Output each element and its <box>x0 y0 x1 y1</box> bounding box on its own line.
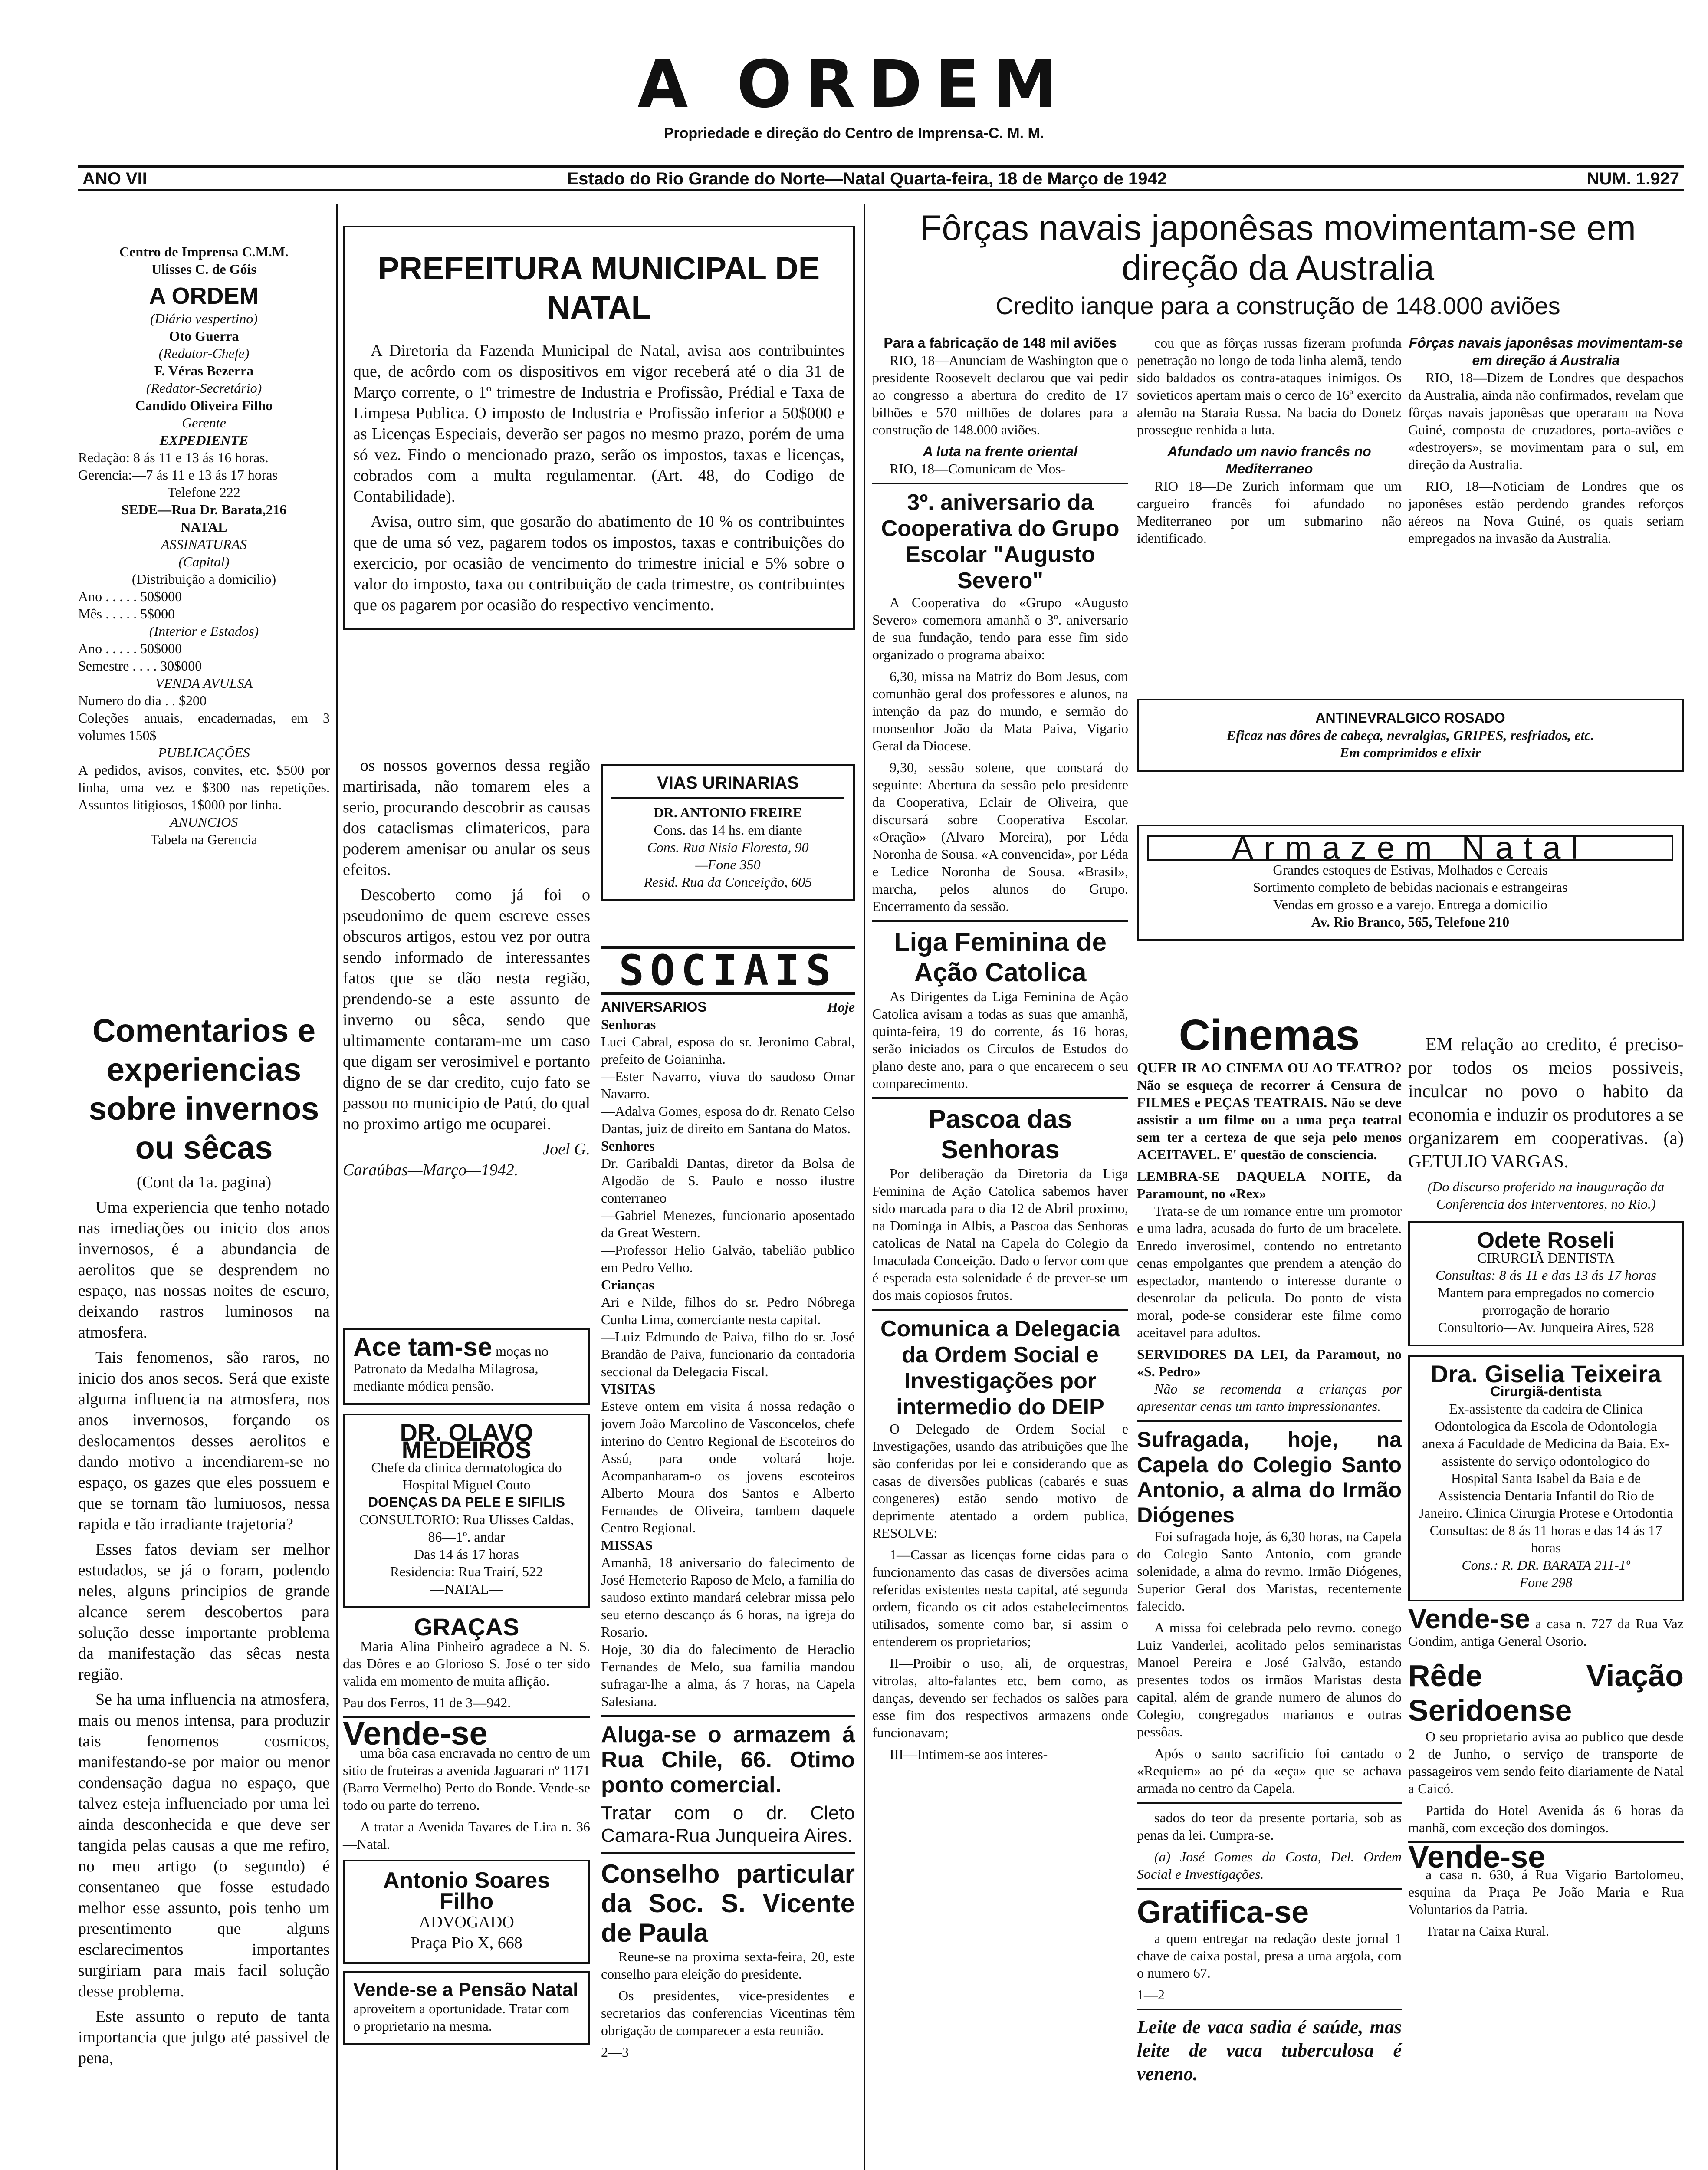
dateline <box>78 165 1684 191</box>
signature: 2—3 <box>601 2044 629 2060</box>
prefeitura-notice <box>343 226 855 630</box>
film-title: SERVIDORES DA LEI, da Paramout, no «S. Pedro» <box>1137 1346 1402 1379</box>
paragraph: Partida do Hotel Avenida ás 6 horas da manhã, com exceção dos domingos. <box>1408 1802 1684 1835</box>
forcas-subhead: Para a fabricação de 148 mil aviões <box>884 335 1117 351</box>
paragraph: As Dirigentes da Liga Feminina de Ação Catolica avisam a todas as suas que amanhã, quinta-feira, 19 do corrente, ás 16 horas, serão iniciados os Circulos de Estudos do plano deste ano, para o que encarecem o seu comparecimento. <box>872 989 1128 1091</box>
cinemas-intro: QUER IR AO CINEMA OU AO TEATRO? Não se esqueça de recorrer á Censura de FILMES e PEÇAS TEATRAIS. Não se deve assistir a um filme ou a uma peça teatral sem ter a certeza de que seja pelo menos ACEITAVEL. E' questão de consciencia. <box>1137 1060 1402 1162</box>
assinaturas: ASSINATURAS <box>161 536 247 552</box>
expediente: EXPEDIENTE <box>159 432 249 448</box>
gerencia-hours: Gerencia:—7 ás 11 e 13 ás 17 horas <box>78 467 278 483</box>
signature: 1—2 <box>1137 1987 1165 2002</box>
subsection: MISSAS <box>601 1537 653 1553</box>
paragraph: O Delegado de Ordem Social e Investigações, usando das atribuições que lhe são conferidas por lei e considerando que as casas de diversões publicas (cabarés e suas congeneres) estão sendo motivo de deprimente atentado a ordem publica, RESOLVE: <box>872 1421 1128 1541</box>
paragraph: Não se recomenda a crianças por apresentar cenas um tanto impressionantes. <box>1137 1381 1402 1414</box>
forcas-subtitle: Credito ianque para a construção de 148.000 aviões <box>995 292 1560 319</box>
staff-name: Oto Guerra <box>169 328 239 344</box>
gratifica-title: Gratifica-se <box>1137 1895 1309 1930</box>
vende-title: Vende-se <box>1408 1840 1546 1874</box>
sociais-item: Esteve ontem em visita á nossa redação o jovem João Marcolino de Vasconcelos, chefe interino do Centro Regional de Escoteiros do Assú, para onde voltará hoje. Acompanharam-o os jovens escoteiros Alberto Moura dos Santos e Alberto Fernandes de Oliveira, tambem daquele Centro Regional. <box>601 1398 855 1535</box>
paragraph: RIO, 18—Dizem de Londres que despachos da Australia, ainda não confirmados, revelam que fôrças navais japonêsas que operaram na Nova Guiné, composta de cruzadores, porta-aviões e «destroyers», se movimentam para o sul, em direção da Australia. <box>1408 370 1684 472</box>
pensao-text: aproveitem a oportunidade. Tratar com o proprietario na mesma. <box>353 2001 570 2034</box>
comentarios-cont: (Cont da 1a. pagina) <box>136 1173 272 1191</box>
paragraph: RIO, 18—Noticiam de Londres que os japonêses estão perdendo grandes reforços aéreos na Nova Guiné, os quais seriam empregados na invasão da Australia. <box>1408 478 1684 546</box>
subsection: Senhoras <box>601 1016 656 1032</box>
price-row: Numero do dia . . $200 <box>78 693 207 708</box>
issue-number: NUM. 1.927 <box>1586 169 1679 188</box>
paragraph: sados do teor da presente portaria, sob as penas da lei. Cumpra-se. <box>1137 1810 1402 1843</box>
paragraph: II—Proibir o uso, ali, de orquestras, vitrolas, alto-falantes etc, bem como, as danças, devendo ser fechados os salões para esse fim dos respectivos armazens onde funcionavam; <box>872 1655 1128 1740</box>
column-rule <box>336 204 338 2170</box>
paragraph: RIO 18—De Zurich informam que um cargueiro francês foi afundado no Mediterraneo por um submarino não identificado. <box>1137 478 1402 546</box>
paragraph: 1—Cassar as licenças forne cidas para o funcionamento das casas de diversões acima referidas existentes nesta capital, até segunda ordem, ficando os cit ados estabelecimentos utilisados, somente como bar, si assim o entenderem os proprietarios; <box>872 1547 1128 1649</box>
ad-line: Cons.: R. DR. BARATA 211-1º <box>1462 1557 1630 1573</box>
year: ANO VII <box>82 169 147 188</box>
place-date: Caraúbas—Março—1942. <box>343 1161 519 1179</box>
paragraph: Se ha uma influencia na atmosfera, mais ou menos intensa, para produzir tais fenomenos cosmicos, manifestando-se por maior ou menor condensação dagua no espaço, que talvez esteja influenciado por uma lei ainda desconhecida e que deve ser tangida pelas causas a que me refiro, no meu artigo (o segundo) é consentaneo que fosse estudado melhor esse assunto, pois tenho um presentimento que alguns esclarecimentos importantes surgiriam para mais facil solução desse problema. <box>78 1690 330 2000</box>
ad-line: Eficaz nas dôres de cabeça, nevralgias, GRIPES, resfriados, etc. <box>1226 727 1594 743</box>
gracas-title: GRAÇAS <box>414 1613 519 1641</box>
subsection: Senhores <box>601 1138 655 1154</box>
redacao-hours: Redação: 8 ás 11 e 13 ás 16 horas. <box>78 450 269 465</box>
paragraph: O seu proprietario avisa ao publico que desde 2 de Junho, o serviço de transporte de passageiros vem sendo feito diariamente de Natal a Caicó. <box>1408 1729 1684 1796</box>
film-title: LEMBRA-SE DAQUELA NOITE, da Paramount, no «Rex» <box>1137 1168 1402 1201</box>
paragraph: A tratar a Avenida Tavares de Lira n. 36—Natal. <box>343 1819 590 1852</box>
publicacoes: PUBLICAÇÕES <box>158 745 250 760</box>
aluga-title: Aluga-se o armazem á Rua Chile, 66. Otimo ponto comercial. <box>601 1722 855 1798</box>
signature: Joel G. <box>542 1140 590 1158</box>
paragraph: Foi sufragada hoje, ás 6,30 horas, na Capela do Colegio Santo Antonio, com grande solenidade, a alma do revmo. Irmão Diógenes, Superior Geral dos Maristas, recentemente falecido. <box>1137 1529 1402 1614</box>
giselia-ad <box>1408 1355 1684 1601</box>
staff-role: (Redator-Chefe) <box>158 345 250 361</box>
prefeitura-title: PREFEITURA MUNICIPAL DE NATAL <box>378 250 820 326</box>
sociais-item: —Ester Navarro, viuva do saudoso Omar Navarro. <box>601 1069 855 1101</box>
paragraph: Tais fenomenos, são raros, no inicio dos anos secos. Será que existe alguma influencia na atmosfera, nos anos invernosos, forçando os deslocamentos desses aerolitos e dando motivo a incendiarem-se no espaço, os gazes que eles possuem e que se tornam tão lumiuosos, nessa rapida e tão irradiante trajetoria? <box>78 1348 330 1533</box>
paragraph: Esses fatos deviam ser melhor estudados, se já o foram, podendo neles, alguns principios de grande alcance serem descobertos para solução desse importante problema da manifestação das sêcas nesta região. <box>78 1540 330 1683</box>
ad-line: Consultorio—Av. Junqueira Aires, 528 <box>1438 1319 1654 1335</box>
anuncios: ANUNCIOS <box>170 814 238 830</box>
paragraph: RIO, 18—Comunicam de Mos- <box>890 461 1066 477</box>
forcas-headline-block <box>872 208 1684 321</box>
staff-role: (Redator-Secretário) <box>146 380 262 396</box>
ad-line: Consultas: 8 ás 11 e das 13 ás 17 horas <box>1435 1267 1656 1283</box>
vende-text: a casa n. 727 da Rua Vaz Gondim, antiga General Osorio. <box>1408 1616 1684 1649</box>
delegacia-title: Comunica a Delegacia da Ordem Social e Investigações por intermedio do DEIP <box>880 1316 1120 1420</box>
antonio-ad <box>343 1860 590 1964</box>
ad-line: DOENÇAS DA PELE E SIFILIS <box>368 1494 565 1510</box>
ad-line: Fone 298 <box>1519 1575 1573 1590</box>
sociais-item: —Professor Helio Galvão, tabelião publico em Pedro Velho. <box>601 1242 855 1275</box>
doctor-name: DR. OLAVO MEDEIROS <box>400 1419 533 1463</box>
city: NATAL <box>181 519 227 535</box>
paragraph: Avisa, outro sim, que gosarão do abatimento de 10 % os contribuintes que de uma só vez, pagarem todos os impostos, taxas e contribuições do exercicio, por ocasião de vencimento do trimestre inicial e 5% sobre o valor do imposto, taxa ou contribuição de cada trimestre, os contribuintes que os pagarem por ocasião do respectivo vencimento. <box>353 513 844 614</box>
ad-line: Resid. Rua da Conceição, 605 <box>644 874 812 890</box>
vias-urinarias-ad <box>601 764 855 901</box>
tabela: Tabela na Gerencia <box>150 832 258 847</box>
ad-line: CONSULTORIO: Rua Ulisses Caldas, 86—1º. andar <box>359 1512 574 1545</box>
sociais-item: Amanhã, 18 aniversario do falecimento de José Hemeterio Raposo de Melo, a familia do saudoso extinto mandará celebrar missa pelo seu eterno descanço ás 6 horas, na igreja do Rosario. <box>601 1555 855 1640</box>
paragraph: Uma experiencia que tenho notado nas imediações ou inicio dos anos invernosos, é a abundancia de aerolitos que se desprendem no espaço, nas nossas noites de escuro, deixando rastros luminosos na atmosfera. <box>78 1198 330 1341</box>
paragraph: III—Intimem-se aos interes- <box>890 1746 1048 1762</box>
paragraph: Trata-se de um romance entre um promotor e uma ladra, acusada do furto de um bracelete. Enredo inverosimel, contendo no entretanto cenas empolgantes que prendem a atenção do espectador, mantendo o interesse durante o desenrolar da pelicula. Do ponto de vista moral, pode-se considerar este filme como aceitavel para adultos. <box>1137 1203 1402 1340</box>
sociais-hoje: Hoje <box>827 999 855 1015</box>
forcas-subhead: A luta na frente oriental <box>923 444 1078 459</box>
masthead <box>0 47 1708 142</box>
ad-line: Ex-assistente da cadeira de Clinica Odontologica da Escola de Odontologia anexa á Faculdade de Medicina da Baia. Ex-assistente do serviço odontologico do Hospital Santa Isabel da Baia e de Assistencia Dentaria Infantil do Rio de Janeiro. Clinica Cirurgia Protese e Ortodontia <box>1419 1401 1673 1521</box>
forcas-subhead: Afundado um navio francês no Mediterraneo <box>1167 444 1371 477</box>
paragraph: a quem entregar na redação deste jornal 1 chave de caixa postal, presa a uma argola, com o numero 67. <box>1137 1930 1402 1981</box>
forcas-col-c <box>1408 334 1684 551</box>
paragraph: a casa n. 630, á Rua Vigario Bartolomeu, esquina da Praça Pe João Maria e Rua Voluntarios da Patria. <box>1408 1867 1684 1917</box>
sidebar-director: Ulisses C. de Góis <box>151 261 256 277</box>
paragraph: A Diretoria da Fazenda Municipal de Natal, avisa aos contribuintes que, de acôrdo com os dispositivos em vigor receberá até o dia 31 de Março corrente, o 1º trimestre de Industria e Profissão, Prédial e Taxa de Limpesa Publica. O imposto de Industria e Profissão inferior a 50$000 e as Licenças Especiais, deverão ser pagos no mesmo prazo, porém de uma só vez. Findo o mencionado prazo, serão os impostos, taxas e licenças, cobrados com a multa regulamentar. (Art. 48, do Codigo de Contabilidade). <box>353 342 844 506</box>
ad-line: Cirurgiã-dentista <box>1490 1384 1602 1399</box>
paragraph: Descoberto como já foi o pseudonimo de quem escreve esses obscuros artigos, estou vez por outra sendo informado de interessantes fatos que se dão nesta região, prendendo-se a este assunto de inverno ou sêca, sendo que ultimamente contaram-me um caso que digam ser verosimivel e portanto digno de se dar credito, cujo fato se passou no municipio de Patú, do qual no proximo artigo me ocuparei. <box>343 886 590 1133</box>
vende-title: Vende-se <box>343 1715 488 1752</box>
sociais-item: —Adalva Gomes, esposa do dr. Renato Celso Dantas, juiz de direito em Santana do Matos. <box>601 1103 855 1136</box>
paragraph: 6,30, missa na Matriz do Bom Jesus, com comunhão geral dos professores e alunos, na intenção da paz do mundo, e sermão do monsenhor João da Mata Paiva, Vigario Geral da Diocese. <box>872 668 1128 753</box>
staff-name: Candido Oliveira Filho <box>135 398 273 413</box>
ad-line: ADVOGADO <box>419 1913 514 1931</box>
paragraph: RIO, 18—Anunciam de Washington que o presidente Roosevelt declarou que vai pedir ao congresso a abertura do credito de 17 bilhões e 570 milhões de dolares para a construção de 148.000 aviões. <box>872 352 1128 437</box>
em-note: (Do discurso proferido na inauguração da Conferencia dos Interventores, no Rio.) <box>1427 1179 1665 1212</box>
dentist-name: Odete Roseli <box>1477 1228 1615 1253</box>
conselho-title: Conselho particular da Soc. S. Vicente de Paula <box>601 1859 855 1947</box>
ad-title: Armazem Natal <box>1147 835 1673 861</box>
paragraph: A Cooperativa do «Grupo «Augusto Severo» comemora amanhã o 3º. aniversario de sua fundação, tendo para esse fim sido organizado o programa abaixo: <box>872 595 1128 662</box>
olavo-ad <box>343 1414 590 1608</box>
sede: SEDE—Rua Dr. Barata,216 <box>121 502 287 517</box>
sociais-item: —Luiz Edmundo de Paiva, filho do sr. José Brandão de Paiva, funcionario da contadoria seccional da Delegacia Fiscal. <box>601 1329 855 1379</box>
newspaper-subtitle: Propriedade e direção do Centro de Imprensa-C. M. M. <box>663 125 1045 141</box>
venda-avulsa: VENDA AVULSA <box>155 675 253 691</box>
sociais-item: Dr. Garibaldi Dantas, diretor da Bolsa de Algodão de S. Paulo e nosso ilustre conterraneo <box>601 1155 855 1206</box>
doctor-name: DR. ANTONIO FREIRE <box>654 805 802 820</box>
ad-line: Chefe da clinica dermatologica do Hospital Miguel Couto <box>371 1460 562 1493</box>
forcas-col-b <box>1137 334 1402 551</box>
ad-line: Vendas em grosso e a varejo. Entrega a domicilio <box>1273 897 1547 912</box>
paragraph: Tratar na Caixa Rural. <box>1426 1923 1549 1939</box>
cinemas-title: Cinemas <box>1179 1011 1360 1059</box>
paragraph: 9,30, sessão solene, que constará do seguinte: Abertura da sessão pelo presidente da Cooperativa, Eclair de Oliveira, que discursará sobre Cooperativa Escolar. «Oração» (Alvaro Moreira), por Léda Noronha de Sousa. «A convencida», por Léda e Ledice Noronha de Sousa. «Brasil», marcha, pelos alunos do Grupo. Encerramento da sessão. <box>872 760 1128 914</box>
col2-ads <box>343 1328 590 2045</box>
sidebar-paper-note: (Diário vespertino) <box>150 311 258 326</box>
ad-line: Av. Rio Branco, 565, Telefone 210 <box>1311 914 1510 930</box>
sociais-subtitle: ANIVERSARIOS <box>601 999 707 1015</box>
forcas-col-a <box>872 334 1128 1767</box>
publicacoes-text: A pedidos, avisos, convites, etc. $500 por linha, uma vez e $300 nas repetições. Assuntos litigiosos, 1$000 por linha. <box>78 762 330 812</box>
ad-line: Das 14 ás 17 horas <box>414 1546 519 1562</box>
acetam-ad <box>343 1328 590 1405</box>
comentarios-title: Comentarios e experiencias sobre invernos ou sêcas <box>89 1013 319 1166</box>
signature: (a) José Gomes da Costa, Del. Ordem Social e Investigações. <box>1137 1849 1402 1882</box>
aniv3-title: 3º. aniversario da Cooperativa do Grupo Escolar "Augusto Severo" <box>881 490 1120 593</box>
ad-line: —Fone 350 <box>695 857 761 872</box>
paragraph: Após o santo sacrificio foi cantado o «Requiem» ao pé da «eça» que se achava armada no centro da Capela. <box>1137 1746 1402 1796</box>
armazem-ad <box>1137 825 1684 941</box>
column-rule <box>864 204 865 2170</box>
sidebar <box>78 243 330 848</box>
subsection: VISITAS <box>601 1381 656 1397</box>
acetam-title: Ace tam-se <box>353 1332 493 1361</box>
paragraph: Por deliberação da Diretoria da Liga Feminina de Ação Catolica sabemos haver sido marcada para o dia 12 de Abril proximo, na Dominga in Albis, a Pascoa das Senhoras catolicas de Natal na Capela do Colegio da Imaculada Conceição. Dado o fervor com que é esperada esta solenidade é de prever-se um dos mais copiosos frutos. <box>872 1166 1128 1303</box>
ad-title: VIAS URINARIAS <box>657 773 799 792</box>
sidebar-paper: A ORDEM <box>149 283 259 309</box>
vende-title: Vende-se <box>1408 1603 1531 1634</box>
paragraph: Este assunto o reputo de tanta importancia que julgo até passivel de pena, <box>78 2007 330 2067</box>
ad-line: Em comprimidos e elixir <box>1340 745 1481 760</box>
newspaper-title: A ORDEM <box>637 47 1071 122</box>
sociais-item: Luci Cabral, esposa do sr. Jeronimo Cabral, prefeito de Goianinha. <box>601 1034 855 1067</box>
odete-ad <box>1408 1221 1684 1346</box>
place-date: Pau dos Ferros, 11 de 3—942. <box>343 1695 511 1710</box>
ad-line: CIRURGIÃ DENTISTA <box>1477 1250 1615 1266</box>
liga-title: Liga Feminina de Ação Catolica <box>893 927 1107 987</box>
sociais-title: SOCIAIS <box>601 946 855 995</box>
sidebar-org: Centro de Imprensa C.M.M. <box>119 244 289 260</box>
pensao-title: Vende-se a Pensão Natal <box>353 1979 578 2000</box>
capital: (Capital) <box>178 554 230 569</box>
price-row: Ano . . . . . 50$000 <box>78 589 182 604</box>
forcas-subhead: Fôrças navais japonêsas movimentam-se em direção á Australia <box>1409 335 1683 368</box>
ad-line: Cons. Rua Nisia Floresta, 90 <box>647 839 809 855</box>
ad-line: Residencia: Rua Trairí, 522 <box>390 1564 543 1579</box>
ad-title: ANTINEVRALGICO ROSADO <box>1315 710 1505 726</box>
sociais-item: Ari e Nilde, filhos do sr. Pedro Nóbrega Cunha Lima, comerciante nesta capital. <box>601 1294 855 1327</box>
cinemas-column <box>1137 1011 1402 2086</box>
staff-role: Gerente <box>182 415 226 431</box>
price-row: Mês . . . . . 5$000 <box>78 606 175 621</box>
ad-line: Mantem para empregados no comercio prorrogação de horario <box>1437 1285 1655 1318</box>
ad-line: Sortimento completo de bebidas nacionais e estrangeiras <box>1253 879 1568 895</box>
sociais-item: —Gabriel Menezes, funcionario aposentado da Great Western. <box>601 1207 855 1240</box>
leite-notice: Leite de vaca sadia é saúde, mas leite de vaca tuberculosa é veneno. <box>1137 2016 1402 2085</box>
aluga-contact: Tratar com o dr. Cleto Camara-Rua Junqueira Aires. <box>601 1802 855 1846</box>
paragraph: Reune-se na proxima sexta-feira, 20, este conselho para eleição do presidente. <box>601 1949 855 1982</box>
dentist-name: Dra. Giselia Teixeira <box>1430 1360 1662 1387</box>
sociais-column <box>601 946 855 2061</box>
price-row: Ano . . . . . 50$000 <box>78 641 182 656</box>
forcas-title: Fôrças navais japonêsas movimentam-se em direção da Australia <box>920 208 1636 288</box>
sociais-item: Hoje, 30 dia do falecimento de Heraclio Fernandes de Melo, sua familia mandou sufragar-lhe a alma, ás 7 horas, na Capela Salesiana. <box>601 1641 855 1709</box>
right-column <box>1408 1033 1684 1944</box>
paragraph: cou que as fôrças russas fizeram profunda penetração no longo de toda linha alemã, tendo sido baldados os contra-ataques inimigos. Os sovieticos apertam mais o cerco de 16ª exercito alemão na Staraia Russa. Na bacia do Donetz prossegue renhida a luta. <box>1137 335 1402 437</box>
subsection: Crianças <box>601 1277 654 1292</box>
em-quote: EM relação ao credito, é preciso-por todos os meios possiveis, inculcar no povo o habito da economia e induzir os produtores a se organizarem em cooperativas. (a) GETULIO VARGAS. <box>1408 1035 1684 1172</box>
telefone: Telefone 222 <box>168 484 240 500</box>
ad-line: Consultas: de 8 ás 11 horas e das 14 ás 17 horas <box>1429 1522 1662 1555</box>
paragraph: os nossos governos dessa região martirisada, não tomarem eles a serio, procurando descobrir as causas dos cataclismas climatericos, para poderem amenisar ou anular os seus efeitos. <box>343 756 590 879</box>
staff-name: F. Véras Bezerra <box>154 363 254 378</box>
price-row: Semestre . . . . 30$000 <box>78 658 202 674</box>
paragraph: Maria Alina Pinheiro agradece a N. S. das Dôres e ao Glorioso S. José o ter sido valida em momento de muita aflição. <box>343 1638 590 1689</box>
paragraph: uma bôa casa encravada no centro de um sitio de fruteiras a avenida Jaguarari nº 1171 (Barro Vermelho) Perto do Bonde. Vende-se todo ou parte do terreno. <box>343 1745 590 1813</box>
paragraph: A missa foi celebrada pelo revmo. conego Luiz Vanderlei, acolitado pelos seminaristas Manoel Pereira e José Galvão, estando presentes todos os irmãos Maristas desta capital, além de grande numero de alunos do Colegio, congregados marianos e outras pessôas. <box>1137 1620 1402 1739</box>
acetam-text: moças no Patronato da Medalha Milagrosa, mediante módica pensão. <box>353 1343 549 1394</box>
lawyer-name: Antonio Soares Filho <box>383 1868 550 1914</box>
comentarios-article <box>78 1011 330 2073</box>
sufragada-title: Sufragada, hoje, na Capela do Colegio Santo Antonio, a alma do Irmão Diógenes <box>1137 1427 1402 1527</box>
comentarios-continued <box>343 755 590 1180</box>
ad-line: Praça Pio X, 668 <box>411 1934 522 1952</box>
rosado-ad <box>1137 699 1684 772</box>
pensao-ad <box>343 1971 590 2045</box>
pascoa-title: Pascoa das Senhoras <box>928 1105 1072 1164</box>
rede-title: Rêde Viação Seridoense <box>1408 1659 1684 1727</box>
paragraph: Os presidentes, vice-presidentes e secretarios das conferencias Vicentinas têm obrigação de comparecer a esta reunião. <box>601 1988 855 2038</box>
colecoes: Coleções anuais, encadernadas, em 3 volumes 150$ <box>78 710 330 743</box>
interior: (Interior e Estados) <box>149 623 259 639</box>
place-date: Estado do Rio Grande do Norte—Natal Quarta-feira, 18 de Março de 1942 <box>567 169 1167 188</box>
ad-line: —NATAL— <box>430 1581 503 1597</box>
ad-line: Cons. das 14 hs. em diante <box>654 822 802 838</box>
ad-line: Grandes estoques de Estivas, Molhados e Cereais <box>1273 862 1548 878</box>
distribuicao: (Distribuição a domicilio) <box>131 571 276 587</box>
